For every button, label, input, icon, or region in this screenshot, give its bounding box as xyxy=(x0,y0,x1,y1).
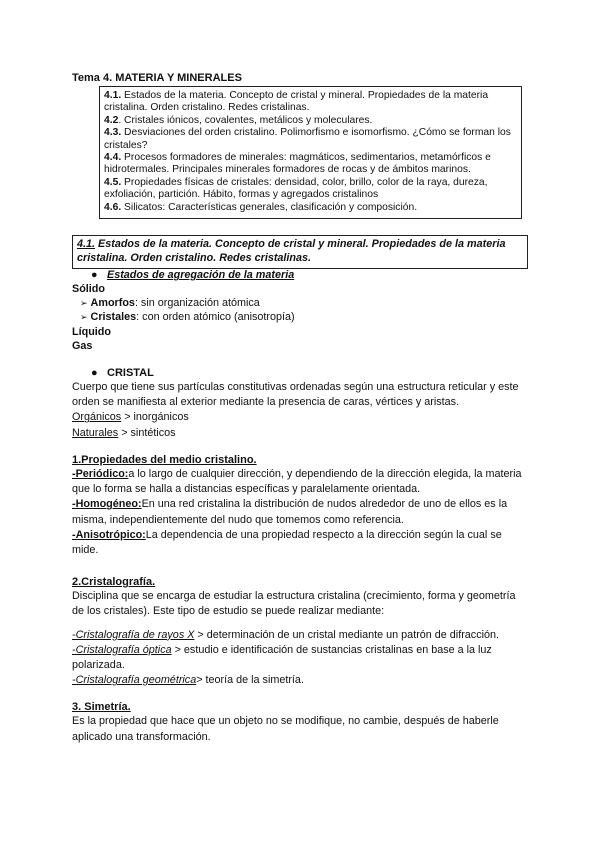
section-heading-text: Estados de la materia. Concepto de cristal y mineral. Propiedades de la materia cristalina. Orden cristalino. Redes cristalinas. xyxy=(77,238,506,264)
toc-entry xyxy=(104,177,517,202)
section1-heading: 1.Propiedades del medio cristalino. xyxy=(72,453,257,466)
toc-number: 4.6. xyxy=(104,201,122,213)
crystallography-text: > determinación de un cristal mediante un patrón de difracción. xyxy=(194,628,500,641)
naturales-term: Naturales xyxy=(72,426,119,439)
crystallography-text: > estudio e identificación de sustancias cristalinas en base a la luz polarizada. xyxy=(72,643,492,671)
property-item xyxy=(72,528,528,558)
crystallography-item xyxy=(72,643,528,673)
solid-label: Sólido xyxy=(72,283,105,296)
toc-number: 4.5. xyxy=(104,176,122,188)
crystallography-term: -Cristalografía geométrica xyxy=(72,674,197,687)
naturales-rest: > sintéticos xyxy=(118,426,176,439)
crystallography-term: -Cristalografía óptica xyxy=(72,643,172,656)
toc-text: Silicatos: Características generales, clasificación y composición. xyxy=(121,201,418,213)
organicos-rest: > inorgánicos xyxy=(121,411,189,424)
section-heading-box xyxy=(72,235,528,269)
property-text: En una red cristalina la distribución de nudos alrededor de uno de ellos es la misma, independientemente del nudo que tomemos como referencia. xyxy=(72,498,508,526)
toc-text: Estados de la materia. Concepto de cristal y mineral. Propiedades de la materia cristalina. Orden cristalino. Redes cristalinas. xyxy=(104,90,489,114)
organicos-term: Orgánicos xyxy=(72,411,122,424)
crystallography-item xyxy=(72,673,528,688)
crystallography-item xyxy=(72,628,528,643)
amorfos-text: : sin organización atómica xyxy=(134,297,260,310)
toc-number: 4.1. xyxy=(104,90,122,101)
organicos-line xyxy=(72,410,528,425)
toc-text: . Cristales iónicos, covalentes, metálicos y moleculares. xyxy=(118,114,373,126)
toc-entry xyxy=(104,127,517,152)
naturales-line xyxy=(72,426,528,441)
gas-label: Gas xyxy=(72,339,93,352)
section2-heading: 2.Cristalografía. xyxy=(72,576,156,589)
cristal-bullet xyxy=(72,366,528,380)
section3-text: Es la propiedad que hace que un objeto no se modifique, no cambie, después de haberle aplicado una transformación. xyxy=(72,715,499,743)
property-text: La dependencia de una propiedad respecto a la dirección según la cual se mide. xyxy=(72,528,502,556)
states-heading: Estados de agregación de la materia xyxy=(107,269,295,282)
states-bullet xyxy=(72,269,528,282)
section-number: 4.1. xyxy=(77,238,96,251)
bullet-icon: ● xyxy=(91,367,98,380)
crystallography-text: > teoría de la simetría. xyxy=(196,674,304,687)
toc-entry xyxy=(104,90,517,115)
amorfos-item xyxy=(72,296,528,310)
bullet-icon: ● xyxy=(91,269,98,282)
property-term: -Homogéneo: xyxy=(72,498,142,511)
property-term: -Anisotrópico: xyxy=(72,528,146,541)
cristales-text: : con orden atómico (anisotropía) xyxy=(136,311,295,324)
cristales-label: Cristales xyxy=(90,311,137,324)
crystallography-term: -Cristalografía de rayos X xyxy=(72,628,195,641)
section2-intro: Disciplina que se encarga de estudiar la estructura cristalina (crecimiento, forma y geometría de los cristales). Este tipo de estudio se puede realizar mediante: xyxy=(72,590,516,618)
document-page xyxy=(72,72,528,745)
amorfos-label: Amorfos xyxy=(90,297,135,310)
document-title: Tema 4. MATERIA Y MINERALES xyxy=(72,72,242,84)
toc-number: 4.4. xyxy=(104,152,122,164)
property-term: -Periódico: xyxy=(72,467,129,480)
cristal-heading: CRISTAL xyxy=(107,367,154,380)
section3-heading: 3. Simetría. xyxy=(72,701,131,714)
property-item xyxy=(72,497,528,527)
liquid-label: Líquido xyxy=(72,325,111,338)
toc-number: 4.3. xyxy=(104,127,122,139)
toc-text: Desviaciones del orden cristalino. Polimorfismo e isomorfismo. ¿Cómo se forman los cristales? xyxy=(104,127,511,151)
property-item xyxy=(72,467,528,497)
toc-entry xyxy=(104,202,517,214)
arrow-icon: ➢ xyxy=(80,298,88,309)
toc-number: 4.2 xyxy=(104,114,119,126)
topics-summary-box xyxy=(99,86,522,219)
toc-entry xyxy=(104,115,517,127)
toc-text: Propiedades físicas de cristales: densidad, color, brillo, color de la raya, dureza, exfoliación, partición. Hábito, formas y agregados cristalinos xyxy=(104,176,488,201)
arrow-icon: ➢ xyxy=(80,312,88,323)
toc-text: Procesos formadores de minerales: magmáticos, sedimentarios, metamórficos e hidrotermales. Principales minerales formadores de rocas y de ámbitos marinos. xyxy=(104,152,491,176)
cristales-item xyxy=(72,310,528,324)
cristal-definition: Cuerpo que tiene sus partículas constitutivas ordenadas según una estructura reticular y este orden se manifiesta al exterior mediante la presencia de caras, vértices y aristas. xyxy=(72,381,519,409)
toc-entry xyxy=(104,152,517,177)
property-text: a lo largo de cualquier dirección, y dependiendo de la dirección elegida, la materia que lo forma se halla a distancias específicas y paralelamente orientada. xyxy=(72,467,522,496)
